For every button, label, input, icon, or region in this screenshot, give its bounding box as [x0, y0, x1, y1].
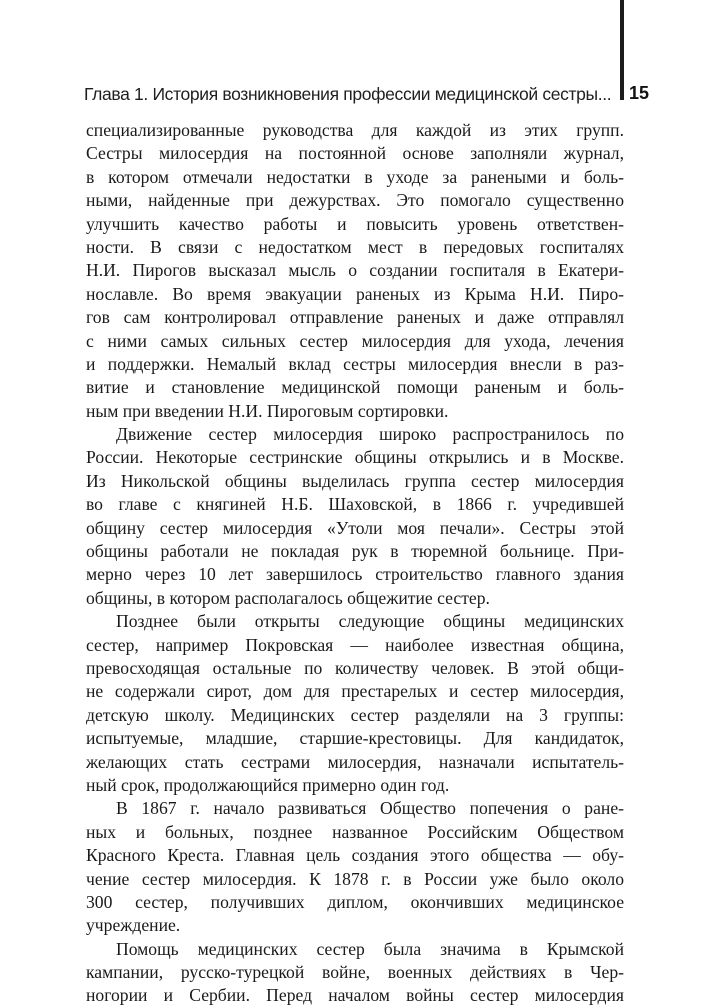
text-line: ными, найденные при дежурствах. Это помогало существенно	[86, 190, 624, 211]
text-line: ногории и Сербии. Перед началом войны сестер милосердия	[86, 985, 624, 1006]
text-line: Помощь медицинских сестер была значима в Крымской	[116, 938, 624, 959]
text-line: витие и становление медицинской помощи раненым и боль-	[86, 377, 624, 398]
body-text	[86, 119, 624, 1008]
text-line: кампании, русско-турецкой войне, военных действиях в Чер-	[86, 962, 624, 983]
text-line: гов сам контролировал отправление раненых и даже отправлял	[86, 307, 624, 328]
text-line: общину сестер милосердия «Утоли моя печали». Сестры этой	[86, 517, 624, 538]
text-line: превосходящая остальные по количеству человек. В этой общи-	[86, 657, 624, 678]
text-line: испытуемые, младшие, старшие-крестовицы. Для кандидаток,	[86, 728, 624, 749]
text-line: желающих стать сестрами милосердия, назначали испытатель-	[86, 751, 624, 772]
text-line: ным при введении Н.И. Пироговым сортировки.	[86, 400, 449, 421]
text-line: мерно через 10 лет завершилось строительство главного здания	[86, 564, 624, 585]
text-line: Позднее были открыты следующие общины медицинских	[116, 611, 624, 632]
text-line: чение сестер милосердия. К 1878 г. в России уже было около	[86, 868, 624, 889]
text-line: и поддержки. Немалый вклад сестры милосердия внесли в раз-	[86, 353, 624, 374]
running-header	[84, 83, 650, 112]
page-number: 15	[629, 83, 650, 103]
text-line: учреждение.	[86, 915, 181, 936]
chapter-title: Глава 1. История возникновения профессии медицинской сестры...	[84, 84, 612, 104]
text-line: детскую школу. Медицинских сестер разделяли на 3 группы:	[86, 704, 624, 725]
text-line: В 1867 г. начало развиваться Общество попечения о ране-	[116, 798, 624, 819]
text-line: в котором отмечали недостатки в уходе за ранеными и боль-	[86, 166, 624, 187]
text-line: сестер, например Покровская — наиболее известная община,	[86, 634, 624, 655]
text-line: ности. В связи с недостатком мест в передовых госпиталях	[86, 236, 624, 257]
text-line: России. Некоторые сестринские общины открылись и в Москве.	[86, 447, 624, 468]
text-line: общины, в котором располагалось общежитие сестер.	[86, 587, 490, 608]
text-line: нославле. Во время эвакуации раненых из Крыма Н.И. Пиро-	[86, 283, 624, 304]
text-line: не содержали сирот, дом для престарелых и сестер милосердия,	[86, 681, 624, 702]
text-line: общины работали не покладая рук в тюремной больнице. При-	[86, 541, 624, 562]
text-line: Движение сестер милосердия широко распространилось по	[116, 424, 624, 445]
text-line: 300 сестер, получивших диплом, окончивших медицинское	[86, 891, 624, 912]
text-line: Сестры милосердия на постоянной основе заполняли журнал,	[86, 143, 624, 164]
text-line: ный срок, продолжающийся примерно один год.	[86, 774, 450, 795]
text-line: улучшить качество работы и повысить уровень ответствен-	[86, 213, 624, 234]
text-line: специализированные руководства для каждой из этих групп.	[86, 120, 624, 140]
text-line: во главе с княгиней Н.Б. Шаховской, в 1866 г. учредившей	[86, 494, 624, 515]
text-line: Н.И. Пирогов высказал мысль о создании госпиталя в Екатери-	[86, 260, 624, 281]
text-line: с ними самых сильных сестер милосердия для ухода, лечения	[86, 330, 624, 351]
text-line: Красного Креста. Главная цель создания этого общества — обу-	[86, 845, 624, 866]
text-line: Из Никольской общины выделилась группа сестер милосердия	[86, 470, 624, 491]
text-line: ных и больных, позднее названное Российским Обществом	[86, 821, 624, 842]
